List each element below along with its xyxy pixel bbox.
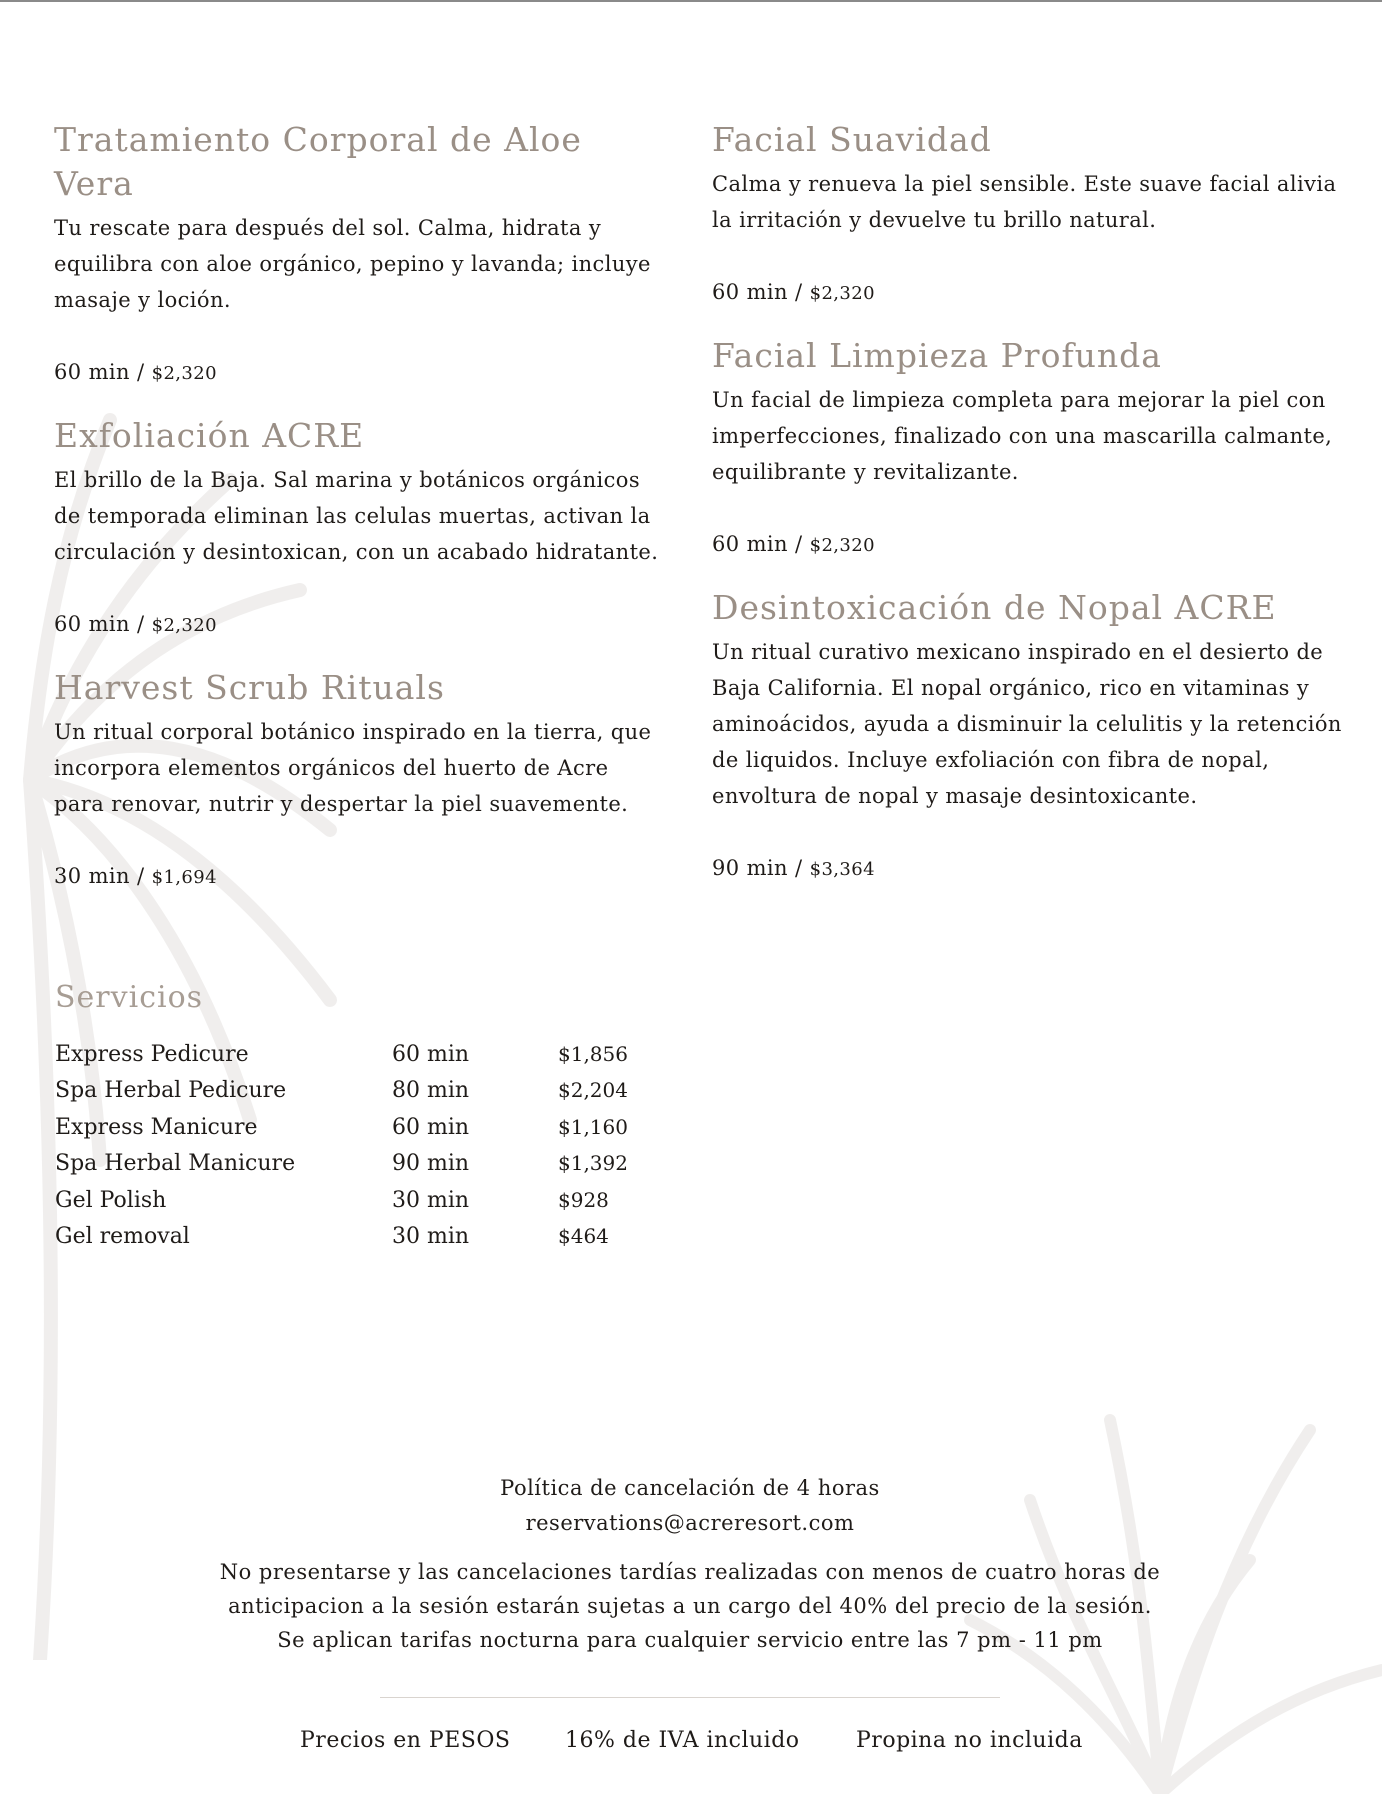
treatment-title: Exfoliación ACRE bbox=[54, 416, 365, 455]
reservations-email[interactable]: reservations@acreresort.com bbox=[525, 1511, 855, 1535]
treatment-duration: 60 min bbox=[54, 360, 130, 384]
treatment-price-line: 90 min / $3,364 bbox=[712, 856, 875, 880]
service-row bbox=[55, 1188, 655, 1224]
footer-tip: Propina no incluida bbox=[856, 1728, 1083, 1753]
treatment-title: Facial Limpieza Profunda bbox=[712, 336, 1162, 375]
treatment-description: Un ritual corporal botánico inspirado en la tierra, que incorpora elementos orgánicos del huerto de Acre para renovar, nutrir y despertar la piel suavemente. bbox=[54, 720, 652, 816]
treatment-item bbox=[712, 334, 1352, 564]
service-duration: 30 min bbox=[392, 1187, 470, 1213]
treatment-price: $2,320 bbox=[809, 535, 875, 556]
footer-tax: 16% de IVA incluido bbox=[565, 1728, 800, 1753]
treatment-item bbox=[712, 118, 1352, 312]
service-name: Spa Herbal Manicure bbox=[55, 1151, 296, 1177]
treatment-price-line: 60 min / $2,320 bbox=[712, 532, 875, 556]
treatment-title: Desintoxicación de Nopal ACRE bbox=[712, 588, 1277, 627]
service-price: $1,160 bbox=[558, 1114, 628, 1139]
footer-divider bbox=[380, 1697, 1000, 1698]
treatment-description: Un ritual curativo mexicano inspirado en el desierto de Baja California. El nopal orgánico, rico en vitaminas y aminoácidos, ayuda a disminuir la celulitis y la retención de liquidos. Incluye exfoliación con fibra de nopal, envoltura de nopal y masaje desintoxicante. bbox=[712, 640, 1342, 808]
service-duration: 60 min bbox=[392, 1114, 470, 1140]
treatment-item bbox=[54, 414, 664, 644]
treatments-left-column bbox=[54, 118, 664, 918]
treatment-price: $3,364 bbox=[809, 859, 875, 880]
treatment-title: Tratamiento Corporal de Aloe Vera bbox=[54, 120, 582, 203]
treatment-price: $2,320 bbox=[809, 283, 875, 304]
cancellation-policy-title: Política de cancelación de 4 horas bbox=[500, 1476, 880, 1500]
service-row bbox=[55, 1151, 655, 1187]
service-duration: 30 min bbox=[392, 1223, 470, 1249]
service-duration: 90 min bbox=[392, 1151, 470, 1177]
treatment-title: Facial Suavidad bbox=[712, 120, 992, 159]
treatment-price-line: 60 min / $2,320 bbox=[712, 280, 875, 304]
policy-text-line-3: Se aplican tarifas nocturna para cualquier servicio entre las 7 pm - 11 pm bbox=[277, 1628, 1103, 1652]
treatment-duration: 60 min bbox=[712, 280, 788, 304]
service-name: Gel removal bbox=[55, 1223, 190, 1249]
footer-currency: Precios en PESOS bbox=[300, 1728, 511, 1753]
service-row bbox=[55, 1042, 655, 1078]
service-name: Spa Herbal Pedicure bbox=[55, 1078, 287, 1104]
treatment-item bbox=[54, 118, 664, 392]
service-row bbox=[55, 1115, 655, 1151]
treatment-description: Calma y renueva la piel sensible. Este suave facial alivia la irritación y devuelve tu brillo natural. bbox=[712, 172, 1337, 232]
treatment-price: $2,320 bbox=[151, 615, 217, 636]
services-section bbox=[55, 976, 655, 1260]
treatment-duration: 90 min bbox=[712, 856, 788, 880]
treatment-duration: 60 min bbox=[54, 612, 130, 636]
policy-text-line-2: anticipacion a la sesión estarán sujetas a un cargo del 40% del precio de la sesión. bbox=[228, 1594, 1152, 1618]
treatment-description: Un facial de limpieza completa para mejorar la piel con imperfecciones, finalizado con una mascarilla calmante, equilibrante y revitalizante. bbox=[712, 388, 1333, 484]
service-name: Gel Polish bbox=[55, 1187, 167, 1213]
service-row bbox=[55, 1224, 655, 1260]
service-price: $1,856 bbox=[558, 1042, 628, 1066]
treatments-right-column bbox=[712, 118, 1352, 910]
treatment-price: $1,694 bbox=[151, 867, 217, 888]
policy-text-line-1: No presentarse y las cancelaciones tardías realizadas con menos de cuatro horas de bbox=[219, 1560, 1161, 1584]
agave-illustration-decor bbox=[950, 1300, 1382, 1794]
treatment-price-line: 60 min / $2,320 bbox=[54, 360, 217, 384]
service-duration: 60 min bbox=[392, 1042, 470, 1067]
treatment-item bbox=[54, 666, 664, 896]
treatment-price-line: 30 min / $1,694 bbox=[54, 864, 217, 888]
treatment-item bbox=[712, 586, 1352, 888]
treatment-duration: 60 min bbox=[712, 532, 788, 556]
service-name: Express Manicure bbox=[55, 1114, 258, 1140]
treatment-title: Harvest Scrub Rituals bbox=[54, 668, 445, 707]
service-price: $464 bbox=[558, 1223, 609, 1248]
service-price: $2,204 bbox=[558, 1078, 628, 1103]
treatment-duration: 30 min bbox=[54, 864, 130, 888]
service-price: $928 bbox=[558, 1187, 609, 1212]
treatment-price-line: 60 min / $2,320 bbox=[54, 612, 217, 636]
service-price: $1,392 bbox=[558, 1151, 628, 1176]
service-name: Express Pedicure bbox=[55, 1042, 249, 1067]
service-duration: 80 min bbox=[392, 1078, 470, 1104]
treatment-price: $2,320 bbox=[151, 363, 217, 384]
top-border bbox=[0, 0, 1382, 2]
treatment-description: Tu rescate para después del sol. Calma, hidrata y equilibra con aloe orgánico, pepino y lavanda; incluye masaje y loción. bbox=[54, 216, 651, 312]
service-row bbox=[55, 1078, 655, 1114]
treatment-description: El brillo de la Baja. Sal marina y botánicos orgánicos de temporada eliminan las celulas muertas, activan la circulación y desintoxican, con un acabado hidratante. bbox=[54, 468, 659, 564]
services-title: Servicios bbox=[55, 980, 204, 1015]
